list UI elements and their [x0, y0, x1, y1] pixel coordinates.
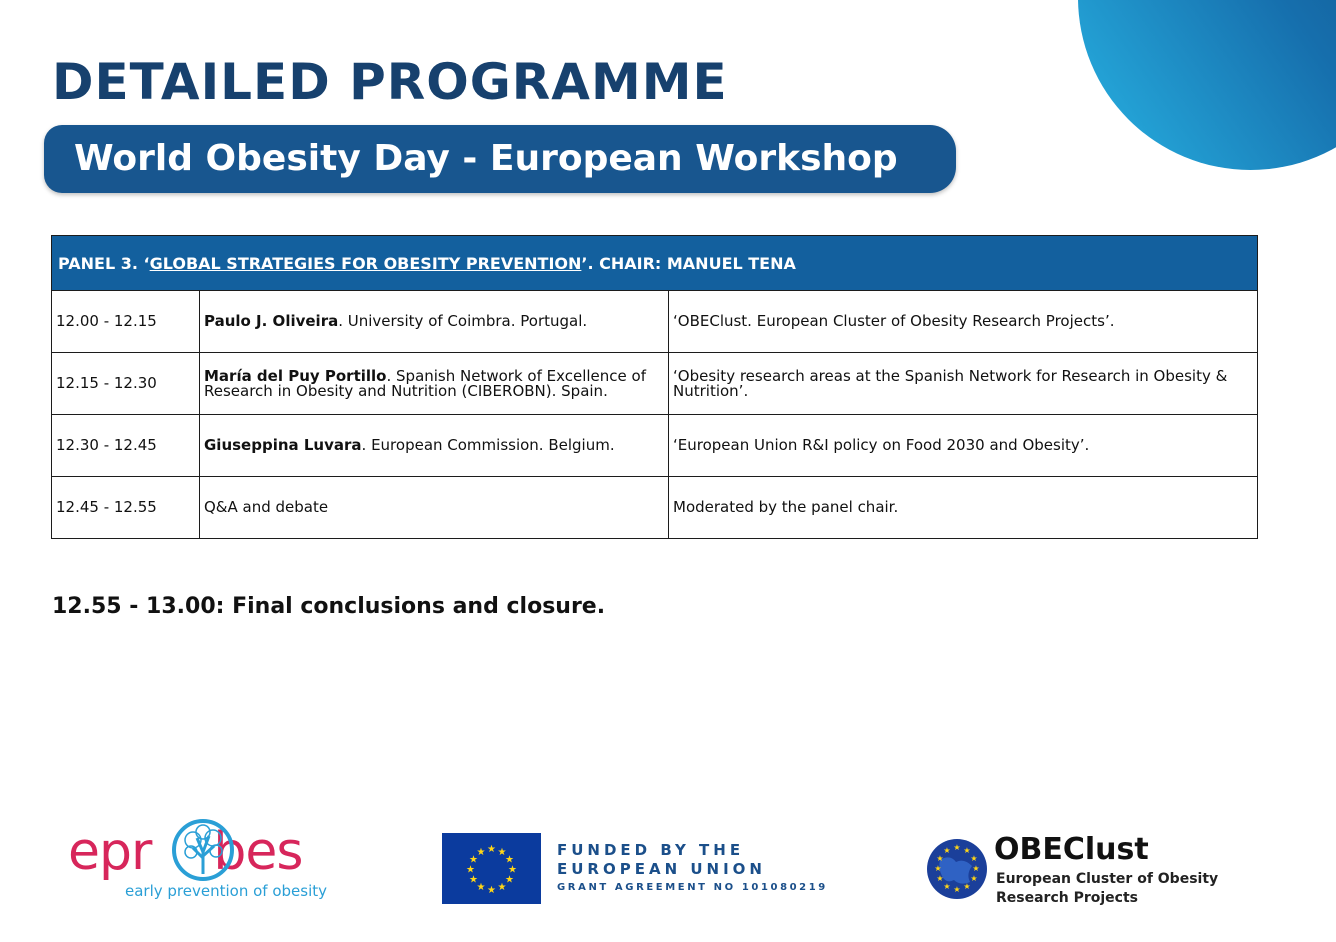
speaker-affiliation: . Spanish Network of Excellence of Research in Obesity and Nutrition (CIBEROBN). Spain. [204, 366, 646, 400]
svg-text:★: ★ [953, 843, 961, 852]
row-speaker-cell [200, 477, 669, 539]
row-speaker-cell [200, 291, 669, 353]
speaker-affiliation: Q&A and debate [204, 498, 329, 516]
row-talk: ‘Obesity research areas at the Spanish Network for Research in Obesity & Nutrition’. [669, 353, 1258, 415]
eprobes-tagline: early prevention of obesity [125, 882, 327, 900]
svg-text:★: ★ [943, 882, 951, 891]
svg-text:★: ★ [469, 854, 478, 866]
hybrid-badge [1078, 0, 1336, 170]
svg-text:★: ★ [936, 854, 944, 863]
svg-text:★: ★ [476, 882, 486, 893]
svg-text:★: ★ [936, 874, 944, 883]
speaker-affiliation: . University of Coimbra. Portugal. [338, 312, 588, 330]
row-talk: ‘European Union R&I policy on Food 2030 and Obesity’. [669, 415, 1258, 477]
closing-note: 12.55 - 13.00: Final conclusions and closure. [52, 594, 606, 619]
row-speaker-cell [200, 353, 669, 415]
eu-stars-icon [442, 833, 541, 904]
svg-text:★: ★ [943, 846, 951, 855]
eu-flag-icon [442, 833, 541, 904]
svg-text:★: ★ [953, 885, 961, 894]
svg-text:★: ★ [970, 854, 978, 863]
eu-grant-line: GRANT AGREEMENT NO 101080219 [557, 882, 828, 893]
svg-text:★: ★ [487, 844, 496, 855]
eu-line-2: EUROPEAN UNION [557, 860, 766, 878]
panel-prefix: PANEL 3. ‘ [58, 253, 150, 273]
svg-text:★: ★ [505, 854, 514, 866]
obeclust-subtitle: European Cluster of Obesity Research Projects [996, 871, 1219, 906]
eu-line-1: FUNDED BY THE [557, 841, 745, 859]
svg-text:★: ★ [469, 874, 478, 886]
speaker-name: Paulo J. Oliveira [204, 312, 339, 330]
svg-text:★: ★ [476, 847, 486, 858]
speaker-name: Giuseppina Luvara [204, 436, 362, 454]
panel-header [52, 236, 1258, 291]
eprobes-word-right: bes [213, 822, 303, 882]
svg-text:★: ★ [497, 847, 507, 858]
subtitle-text: World Obesity Day - European Workshop [74, 138, 898, 179]
svg-text:★: ★ [963, 846, 971, 855]
row-time: 12.15 - 12.30 [52, 353, 200, 415]
svg-text:★: ★ [466, 864, 475, 876]
tree-icon [171, 818, 235, 882]
panel-suffix: ’. CHAIR: MANUEL TENA [581, 253, 796, 273]
svg-text:★: ★ [497, 882, 507, 893]
svg-text:★: ★ [963, 882, 971, 891]
row-time: 12.00 - 12.15 [52, 291, 200, 353]
speaker-affiliation: . European Commission. Belgium. [361, 436, 615, 454]
eu-funding-text [557, 841, 828, 897]
svg-text:★: ★ [487, 885, 496, 896]
row-time: 12.45 - 12.55 [52, 477, 200, 539]
svg-text:★: ★ [934, 864, 942, 873]
svg-text:★: ★ [508, 864, 517, 876]
eprobes-word-left: epr [68, 822, 152, 882]
obeclust-name: OBEClust [994, 832, 1149, 867]
page-title: DETAILED PROGRAMME [52, 53, 728, 111]
table-row [52, 353, 1258, 415]
row-talk: Moderated by the panel chair. [669, 477, 1258, 539]
panel-topic-link[interactable]: GLOBAL STRATEGIES FOR OBESITY PREVENTION [149, 253, 582, 273]
speaker-name: María del Puy Portillo [204, 366, 387, 385]
svg-text:★: ★ [505, 874, 514, 886]
svg-text:★: ★ [970, 874, 978, 883]
svg-text:★: ★ [972, 864, 980, 873]
eprobes-logo [68, 818, 348, 908]
row-talk: ‘OBEClust. European Cluster of Obesity Research Projects’. [669, 291, 1258, 353]
row-time: 12.30 - 12.45 [52, 415, 200, 477]
table-row [52, 415, 1258, 477]
subtitle-banner [44, 125, 956, 193]
eu-globe-icon [926, 838, 988, 900]
table-row [52, 291, 1258, 353]
row-speaker-cell [200, 415, 669, 477]
table-row [52, 477, 1258, 539]
programme-table [51, 235, 1258, 539]
